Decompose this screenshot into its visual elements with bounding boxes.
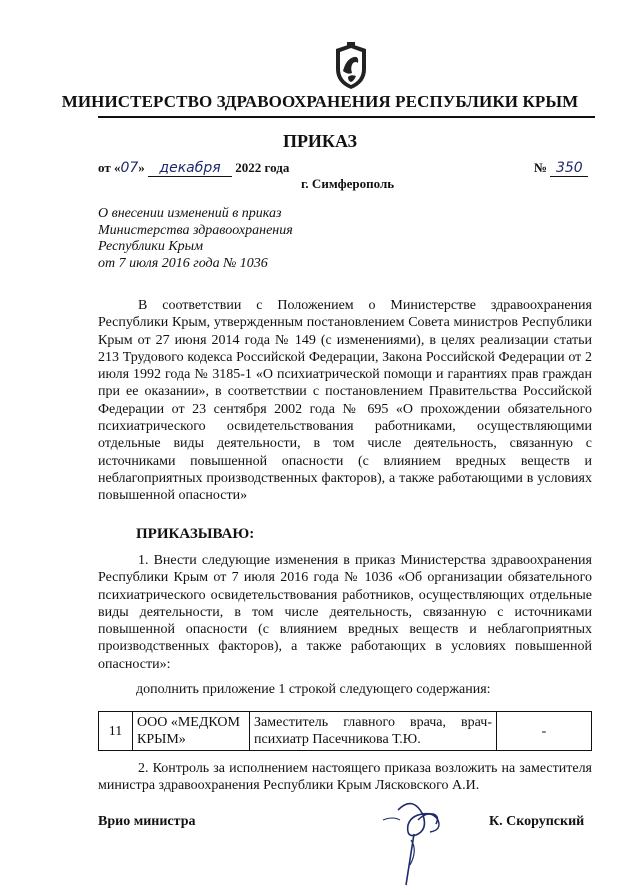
subject-line: от 7 июля 2016 года № 1036 [98, 255, 268, 271]
ministry-title: МИНИСТЕРСТВО ЗДРАВООХРАНЕНИЯ РЕСПУБЛИКИ КРЫМ [61, 92, 579, 111]
handwritten-signature [378, 790, 468, 890]
subject-line: Республики Крым [98, 239, 204, 254]
append-line: дополнить приложение 1 строкой следующего содержания: [136, 682, 491, 697]
item-2-paragraph: 2. Контроль за исполнением настоящего приказа возложить на заместителя министра здравоохранения Республики Крым Лясковского А.И. [98, 761, 592, 794]
signer-name: К. Скорупский [489, 814, 585, 829]
date-suffix: 2022 года [235, 160, 290, 175]
order-date [98, 160, 289, 177]
order-heading: ПРИКАЗЫВАЮ: [136, 526, 255, 542]
header-divider [98, 116, 595, 118]
row-organization: ООО «МЕДКОМ КРЫМ» [133, 712, 250, 751]
date-day: 07 [120, 160, 139, 176]
date-mid: » [138, 160, 145, 175]
subject-line: Министерства здравоохранения [98, 222, 293, 238]
document-type: ПРИКАЗ [282, 131, 358, 151]
order-number [534, 160, 588, 177]
date-prefix: от « [98, 160, 121, 175]
preamble-paragraph: В соответствии с Положением о Министерстве здравоохранения Республики Крым, утвержденным постановлением Совета министров Республики Крым от 27 июня 2014 года № 149 (с изменениями), в целях реализации статьи 213 Трудового кодекса Российской Федерации, Закона Российской Федерации от 2 июля 1992 года № 3185-1 «О психиатрической помощи и гарантиях прав граждан при ее оказании», в соответствии с постановлением Правительства Российской Федерации от 23 сентября 2002 года № 695 «О прохождении обязательного психиатрического освидетельствования работниками, осуществляющими отдельные виды деятельности, в том числе деятельность, связанную с источниками повышенной опасности (с влиянием вредных веществ и неблагоприятных производственных факторов), а также работающими в условиях повышенной опасности» [98, 298, 592, 504]
table-row [99, 712, 592, 751]
appendix-table [98, 711, 592, 751]
city: г. Симферополь [301, 176, 395, 191]
signer-role: Врио министра [98, 814, 196, 829]
order-subject [98, 206, 293, 272]
subject-line: О внесении изменений в приказ [98, 206, 282, 221]
date-month: декабря [148, 160, 232, 177]
number-label: № [534, 160, 548, 175]
item-1-paragraph: 1. Внести следующие изменения в приказ Министерства здравоохранения Республики Крым от 7 июля 2016 года № 1036 «Об организации обязательного психиатрического освидетельствования работников, осуществляющих отдельные виды деятельности, в том числе деятельность, связанную с источниками повышенной опасности (с влиянием вредных веществ и неблагоприятных производственных факторов), а также работающих в условиях повышенной опасности»: [98, 553, 592, 672]
row-person: Заместитель главного врача, врач-психиатр Пасечникова Т.Ю. [250, 712, 497, 751]
coat-of-arms-icon [326, 41, 376, 91]
row-extra: - [497, 712, 592, 751]
row-number: 11 [99, 712, 133, 751]
number-value: 350 [550, 160, 588, 177]
